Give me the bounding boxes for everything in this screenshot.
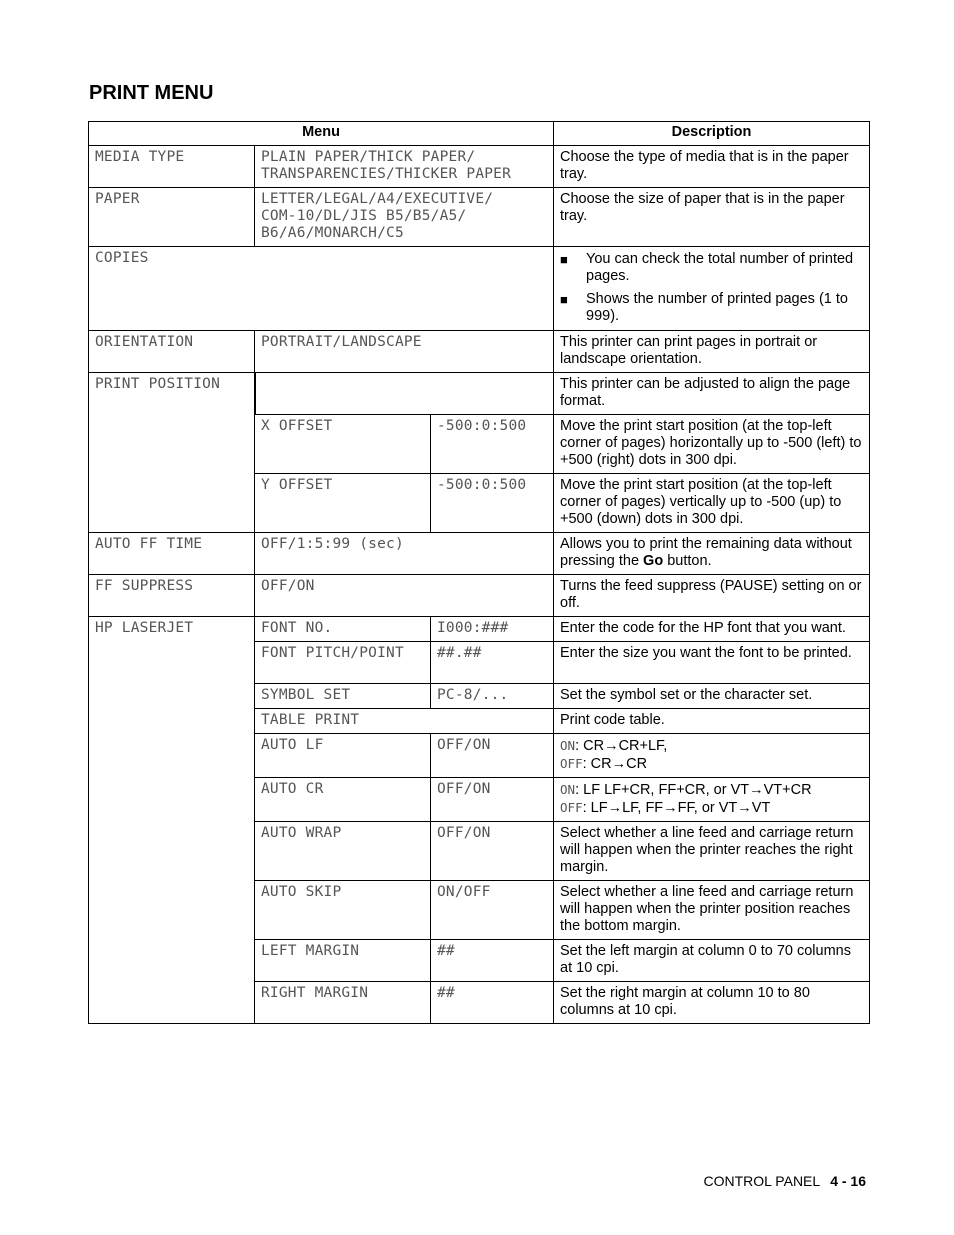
table-row bbox=[89, 331, 870, 373]
on-label: ON bbox=[560, 738, 576, 753]
x-offset-description: Move the print start position (at the top-left corner of pages) horizontally up to -500 (left) to +500 (right) dots in 300 dpi. bbox=[554, 415, 870, 474]
footer-section: CONTROL PANEL bbox=[703, 1173, 821, 1189]
menu-item-media-type: MEDIA TYPE bbox=[89, 146, 255, 188]
go-button-label: Go bbox=[643, 553, 664, 569]
media-type-values: PLAIN PAPER/THICK PAPER/ TRANSPARENCIES/THICKER PAPER bbox=[255, 146, 554, 188]
ff-suppress-values: OFF/ON bbox=[255, 575, 554, 617]
auto-lf-on-text: : CR→CR+LF, bbox=[575, 738, 668, 754]
copies-bullet-1: You can check the total number of printed pages. bbox=[586, 251, 854, 284]
menu-item-ff-suppress: FF SUPPRESS bbox=[89, 575, 255, 617]
right-margin-description: Set the right margin at column 10 to 80 columns at 10 cpi. bbox=[554, 982, 870, 1024]
x-offset-value: -500:0:500 bbox=[431, 415, 554, 474]
menu-item-hp-laserjet: HP LASERJET bbox=[89, 617, 255, 1024]
font-no-value: I000:### bbox=[431, 617, 554, 642]
table-row bbox=[89, 617, 870, 642]
description-header: Description bbox=[554, 122, 870, 146]
auto-wrap-value: OFF/ON bbox=[431, 822, 554, 881]
copies-description bbox=[554, 247, 870, 331]
submenu-auto-lf: AUTO LF bbox=[255, 734, 431, 778]
right-margin-value: ## bbox=[431, 982, 554, 1024]
square-bullet-icon: ■ bbox=[560, 252, 568, 267]
table-row bbox=[89, 188, 870, 247]
header-row bbox=[89, 122, 870, 146]
left-margin-description: Set the left margin at column 0 to 70 columns at 10 cpi. bbox=[554, 940, 870, 982]
submenu-auto-skip: AUTO SKIP bbox=[255, 881, 431, 940]
submenu-right-margin: RIGHT MARGIN bbox=[255, 982, 431, 1024]
font-pitch-description: Enter the size you want the font to be printed. bbox=[554, 642, 870, 684]
font-pitch-value: ##.## bbox=[431, 642, 554, 684]
auto-lf-off-line bbox=[560, 755, 864, 773]
page-number: 4 - 16 bbox=[830, 1173, 866, 1189]
submenu-auto-wrap: AUTO WRAP bbox=[255, 822, 431, 881]
table-row bbox=[89, 247, 870, 331]
paper-values: LETTER/LEGAL/A4/EXECUTIVE/ COM-10/DL/JIS B5/B5/A5/ B6/A6/MONARCH/C5 bbox=[255, 188, 554, 247]
table-print-description: Print code table. bbox=[554, 709, 870, 734]
media-type-description: Choose the type of media that is in the paper tray. bbox=[554, 146, 870, 188]
page-title: PRINT MENU bbox=[89, 82, 214, 104]
auto-cr-off-line bbox=[560, 799, 864, 817]
on-label: ON bbox=[560, 782, 576, 797]
auto-skip-description: Select whether a line feed and carriage return will happen when the printer position reaches the bottom margin. bbox=[554, 881, 870, 940]
paper-description: Choose the size of paper that is in the paper tray. bbox=[554, 188, 870, 247]
table-row bbox=[89, 575, 870, 617]
copies-bullet-2: Shows the number of printed pages (1 to 999). bbox=[586, 291, 848, 324]
off-label: OFF bbox=[560, 800, 583, 815]
off-label: OFF bbox=[560, 756, 583, 771]
submenu-font-no: FONT NO. bbox=[255, 617, 431, 642]
print-position-blank bbox=[255, 373, 554, 415]
auto-cr-value: OFF/ON bbox=[431, 778, 554, 822]
auto-lf-off-text: : CR→CR bbox=[582, 756, 648, 772]
y-offset-value: -500:0:500 bbox=[431, 474, 554, 533]
square-bullet-icon: ■ bbox=[560, 292, 568, 307]
left-margin-value: ## bbox=[431, 940, 554, 982]
menu-item-print-position: PRINT POSITION bbox=[89, 373, 255, 533]
auto-lf-description bbox=[554, 734, 870, 778]
auto-wrap-description: Select whether a line feed and carriage return will happen when the printer reaches the right margin. bbox=[554, 822, 870, 881]
table-row bbox=[89, 373, 870, 415]
table-row bbox=[89, 146, 870, 188]
auto-ff-time-values: OFF/1:5:99 (sec) bbox=[255, 533, 554, 575]
font-no-description: Enter the code for the HP font that you want. bbox=[554, 617, 870, 642]
auto-cr-on-text: : LF LF+CR, FF+CR, or VT→VT+CR bbox=[575, 782, 812, 798]
menu-item-auto-ff-time: AUTO FF TIME bbox=[89, 533, 255, 575]
print-position-description: This printer can be adjusted to align the page format. bbox=[554, 373, 870, 415]
menu-header: Menu bbox=[89, 122, 554, 146]
submenu-symbol-set: SYMBOL SET bbox=[255, 684, 431, 709]
auto-ff-time-desc-end: button. bbox=[663, 553, 712, 569]
page-footer bbox=[703, 1173, 866, 1189]
menu-item-orientation: ORIENTATION bbox=[89, 331, 255, 373]
y-offset-description: Move the print start position (at the top-left corner of pages) vertically up to -500 (up) to +500 (down) dots in 300 dpi. bbox=[554, 474, 870, 533]
auto-ff-time-description bbox=[554, 533, 870, 575]
list-item bbox=[560, 251, 864, 285]
submenu-left-margin: LEFT MARGIN bbox=[255, 940, 431, 982]
ff-suppress-description: Turns the feed suppress (PAUSE) setting on or off. bbox=[554, 575, 870, 617]
submenu-table-print: TABLE PRINT bbox=[255, 709, 554, 734]
orientation-description: This printer can print pages in portrait or landscape orientation. bbox=[554, 331, 870, 373]
auto-ff-time-desc-start: Allows you to print the remaining data without pressing the bbox=[560, 536, 852, 569]
submenu-font-pitch: FONT PITCH/POINT bbox=[255, 642, 431, 684]
auto-skip-value: ON/OFF bbox=[431, 881, 554, 940]
auto-cr-off-text: : LF→LF, FF→FF, or VT→VT bbox=[582, 800, 771, 816]
auto-cr-on-line bbox=[560, 781, 864, 799]
auto-lf-on-line bbox=[560, 737, 864, 755]
auto-lf-value: OFF/ON bbox=[431, 734, 554, 778]
auto-cr-description bbox=[554, 778, 870, 822]
symbol-set-description: Set the symbol set or the character set. bbox=[554, 684, 870, 709]
menu-item-paper: PAPER bbox=[89, 188, 255, 247]
print-menu-table bbox=[88, 121, 870, 1024]
symbol-set-value: PC-8/... bbox=[431, 684, 554, 709]
orientation-values: PORTRAIT/LANDSCAPE bbox=[255, 331, 554, 373]
submenu-y-offset: Y OFFSET bbox=[255, 474, 431, 533]
table-row bbox=[89, 533, 870, 575]
submenu-x-offset: X OFFSET bbox=[255, 415, 431, 474]
menu-item-copies: COPIES bbox=[89, 247, 554, 331]
list-item bbox=[560, 291, 864, 325]
submenu-auto-cr: AUTO CR bbox=[255, 778, 431, 822]
